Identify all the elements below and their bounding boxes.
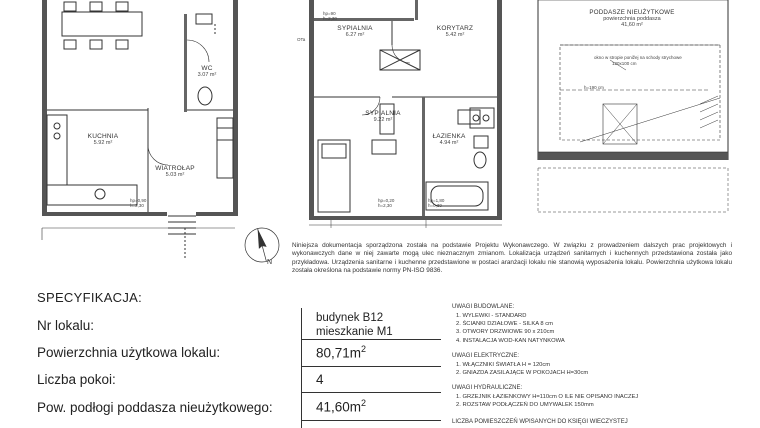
spec-poddasze-value-wrap bbox=[316, 398, 366, 415]
room-kuchnia-area: 5.92 m² bbox=[93, 140, 113, 146]
height-note-7: hp=1,80 bbox=[428, 198, 445, 203]
height-note-8: h=0,30 bbox=[428, 203, 442, 208]
room-poddasze bbox=[572, 9, 692, 28]
uwagi-hydrauliczne-title: UWAGI HYDRAULICZNE: bbox=[452, 385, 523, 391]
room-wc bbox=[190, 65, 224, 78]
spec-divider-4 bbox=[301, 420, 441, 421]
room-korytarz bbox=[430, 25, 480, 38]
spec-divider-1 bbox=[301, 339, 441, 340]
room-sypialnia-1-area: 6.27 m² bbox=[345, 32, 365, 38]
uwagi-budowlane-title: UWAGI BUDOWLANE: bbox=[452, 304, 515, 310]
room-kuchnia-name: KUCHNIA bbox=[87, 133, 119, 140]
room-poddasze-subtitle: powierzchnia poddasza bbox=[603, 16, 661, 22]
room-wc-name: WC bbox=[201, 65, 213, 72]
uwagi-hydrauliczne bbox=[452, 384, 638, 409]
height-note-6: h=2,30 bbox=[378, 203, 392, 208]
uwagi-hydrauliczne-item: 2. ROZSTAW PODŁĄCZEŃ DO UMYWALEK 150mm bbox=[456, 402, 594, 409]
spec-divider-3 bbox=[301, 392, 441, 393]
room-sypialnia-2-area: 9.22 m² bbox=[373, 117, 393, 123]
room-sypialnia-2 bbox=[358, 110, 408, 123]
room-lazienka-area: 4.94 m² bbox=[439, 140, 459, 146]
uwagi-hydrauliczne-item: 1. GRZEJNIK ŁAZIENKOWY H=110cm O ILE NIE OPISANO INACZEJ bbox=[456, 393, 639, 400]
spec-nr-value-2: mieszkanie M1 bbox=[316, 326, 393, 338]
height-note-4: h=2,30 bbox=[130, 203, 144, 208]
uwagi-budowlane-item: 4. INSTALACJA WOD-KAN NATYNKOWA bbox=[456, 337, 565, 344]
room-wiatrolap-area: 5.03 m² bbox=[165, 172, 185, 178]
attic-height-note: h=190 cm bbox=[584, 85, 604, 90]
room-korytarz-name: KORYTARZ bbox=[436, 25, 474, 32]
uwagi-budowlane-item: 1. WYLEWKI - STANDARD bbox=[456, 312, 527, 319]
spec-poddasze-label: Pow. podłogi poddasza nieużytkowego: bbox=[37, 400, 273, 415]
uwagi-budowlane-item: 3. OTWORY DRZWIOWE 90 x 210cm bbox=[456, 329, 555, 336]
spec-pokoje-label: Liczba pokoi: bbox=[37, 372, 116, 387]
room-lazienka-name: ŁAZIENKA bbox=[432, 133, 466, 140]
height-note-1: hp=90 bbox=[323, 11, 336, 16]
spec-vertical-divider bbox=[301, 308, 302, 428]
room-poddasze-area: 41,60 m² bbox=[621, 22, 643, 28]
room-sypialnia-2-name: SYPIALNIA bbox=[365, 110, 401, 117]
uwagi-ksiegi-title: LICZBA POMIESZCZEŃ WPISANYCH DO KSIĘGI WIECZYSTEJ bbox=[452, 419, 628, 425]
uwagi-elektryczne-item: 2. GNIAZDA ZASILAJĄCE W POKOJACH H=30cm bbox=[456, 370, 589, 377]
attic-hatch-size: 120x100 cm bbox=[612, 61, 637, 66]
spec-pow-sup: 2 bbox=[361, 344, 367, 354]
room-kuchnia bbox=[80, 133, 126, 146]
compass-north-label: N bbox=[267, 259, 273, 266]
attic-hatch-note: okno w stropie ponižej na schody strychowe bbox=[594, 55, 682, 60]
spec-divider-2 bbox=[301, 366, 441, 367]
compass-rose bbox=[245, 228, 279, 262]
spec-pow-value-wrap bbox=[316, 344, 366, 361]
uwagi-elektryczne-title: UWAGI ELEKTRYCZNE: bbox=[452, 353, 520, 359]
spec-poddasze-value: 41,60m bbox=[316, 399, 362, 415]
room-wc-area: 3.07 m² bbox=[197, 72, 217, 78]
spec-pow-value: 80,71m bbox=[316, 345, 362, 361]
uwagi-budowlane-item: 2. ŚCIANKI DZIAŁOWE - SILKA 8 cm bbox=[456, 321, 553, 328]
room-lazienka bbox=[424, 133, 474, 146]
spec-pow-label: Powierzchnia użytkowa lokalu: bbox=[37, 345, 221, 360]
spec-nr-label: Nr lokalu: bbox=[37, 318, 95, 333]
room-korytarz-area: 5.42 m² bbox=[445, 32, 465, 38]
height-note-5: hp=0,20 bbox=[378, 198, 395, 203]
spec-pokoje-value: 4 bbox=[316, 372, 324, 387]
spec-title: SPECYFIKACJA: bbox=[37, 290, 143, 305]
spec-poddasze-sup: 2 bbox=[361, 398, 367, 408]
height-note-2: h=2,30 bbox=[323, 16, 337, 21]
room-sypialnia-1 bbox=[330, 25, 380, 38]
height-note-3: hp=0,90 bbox=[130, 198, 147, 203]
attic-plan bbox=[538, 0, 728, 212]
ota-label: OTa bbox=[297, 37, 306, 42]
room-sypialnia-1-name: SYPIALNIA bbox=[337, 25, 373, 32]
uwagi-elektryczne-item: 1. WŁĄCZNIKI ŚWIATŁA H = 120cm bbox=[456, 361, 551, 368]
ground-floor-plan bbox=[42, 0, 238, 260]
spec-nr-value-1: budynek B12 bbox=[316, 312, 384, 324]
uwagi-ksiegi bbox=[452, 418, 628, 427]
uwagi-elektryczne bbox=[452, 352, 588, 377]
disclaimer-text: Niniejsza dokumentacja sporządzona została na podstawie Projektu Wykonawczego. W związku z prowadzeniem dalszych prac projektowych i wykonawczych dane w niej zawarte mogą ulec nieznacznym zmianom. Lokalizacja urządzeń sanitarnych i kuchennych przedstawiona została jako przykładowa. Urządzenia sanitarne i kuchenne przedstawione w postaci aranżacji lokalu nie stanowią wyposażenia lokalu. Powierzchnia użytkowa lokalu została określona na podstawie normy PN-ISO 9836. bbox=[292, 242, 732, 275]
uwagi-budowlane bbox=[452, 303, 565, 345]
room-wiatrolap-name: WIATROŁAP bbox=[155, 165, 195, 172]
room-poddasze-name: PODDASZE NIEUŻYTKOWE bbox=[589, 9, 675, 16]
room-wiatrolap bbox=[150, 165, 200, 178]
